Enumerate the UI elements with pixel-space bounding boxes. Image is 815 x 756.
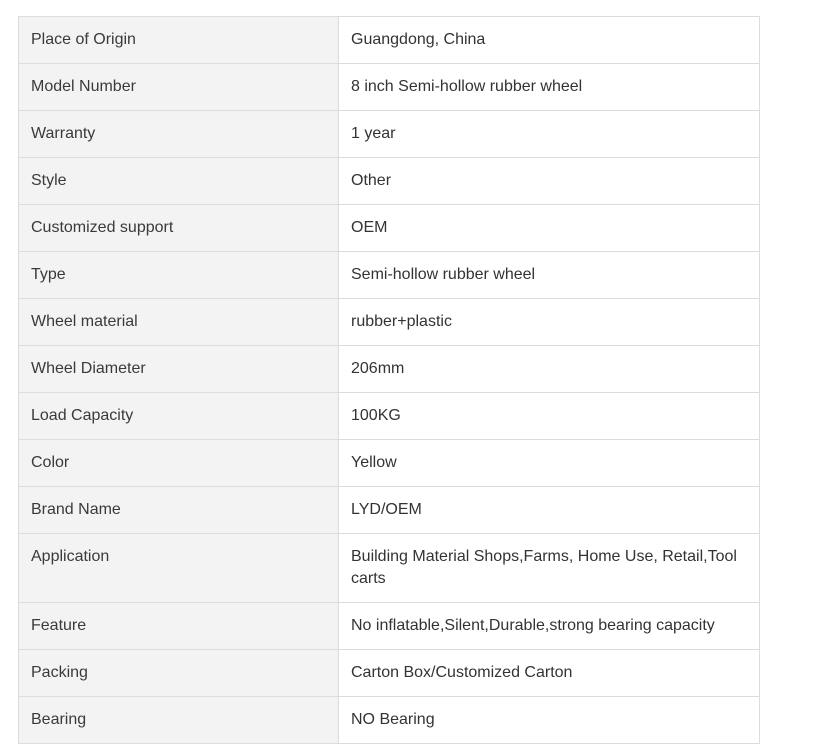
attribute-value: Other xyxy=(339,158,760,205)
attribute-label: Wheel material xyxy=(19,299,339,346)
attribute-label: Brand Name xyxy=(19,487,339,534)
attribute-label: Bearing xyxy=(19,697,339,744)
attribute-label: Customized support xyxy=(19,205,339,252)
table-row xyxy=(19,487,760,534)
table-row xyxy=(19,17,760,64)
attribute-value: 206mm xyxy=(339,346,760,393)
attribute-label: Type xyxy=(19,252,339,299)
attribute-value: Yellow xyxy=(339,440,760,487)
attribute-label: Warranty xyxy=(19,111,339,158)
attribute-value: Guangdong, China xyxy=(339,17,760,64)
attribute-label: Packing xyxy=(19,650,339,697)
attribute-value: Building Material Shops,Farms, Home Use, Retail,Tool carts xyxy=(339,534,760,603)
attribute-label: Application xyxy=(19,534,339,603)
table-row xyxy=(19,393,760,440)
table-row xyxy=(19,205,760,252)
attribute-value: Carton Box/Customized Carton xyxy=(339,650,760,697)
attribute-value: 100KG xyxy=(339,393,760,440)
table-row xyxy=(19,650,760,697)
attribute-label: Style xyxy=(19,158,339,205)
table-row xyxy=(19,440,760,487)
table-row xyxy=(19,346,760,393)
attribute-label: Feature xyxy=(19,603,339,650)
table-row xyxy=(19,158,760,205)
table-row xyxy=(19,697,760,744)
attribute-value: 8 inch Semi-hollow rubber wheel xyxy=(339,64,760,111)
attribute-label: Load Capacity xyxy=(19,393,339,440)
attribute-value: rubber+plastic xyxy=(339,299,760,346)
attribute-value: No inflatable,Silent,Durable,strong bearing capacity xyxy=(339,603,760,650)
attribute-value: OEM xyxy=(339,205,760,252)
specifications-table xyxy=(18,16,760,744)
table-row xyxy=(19,64,760,111)
attribute-label: Color xyxy=(19,440,339,487)
table-row xyxy=(19,534,760,603)
table-row xyxy=(19,252,760,299)
attribute-value: NO Bearing xyxy=(339,697,760,744)
table-row xyxy=(19,299,760,346)
attribute-label: Place of Origin xyxy=(19,17,339,64)
attribute-value: Semi-hollow rubber wheel xyxy=(339,252,760,299)
attribute-value: 1 year xyxy=(339,111,760,158)
table-row xyxy=(19,111,760,158)
table-row xyxy=(19,603,760,650)
attribute-value: LYD/OEM xyxy=(339,487,760,534)
attribute-label: Wheel Diameter xyxy=(19,346,339,393)
attribute-label: Model Number xyxy=(19,64,339,111)
